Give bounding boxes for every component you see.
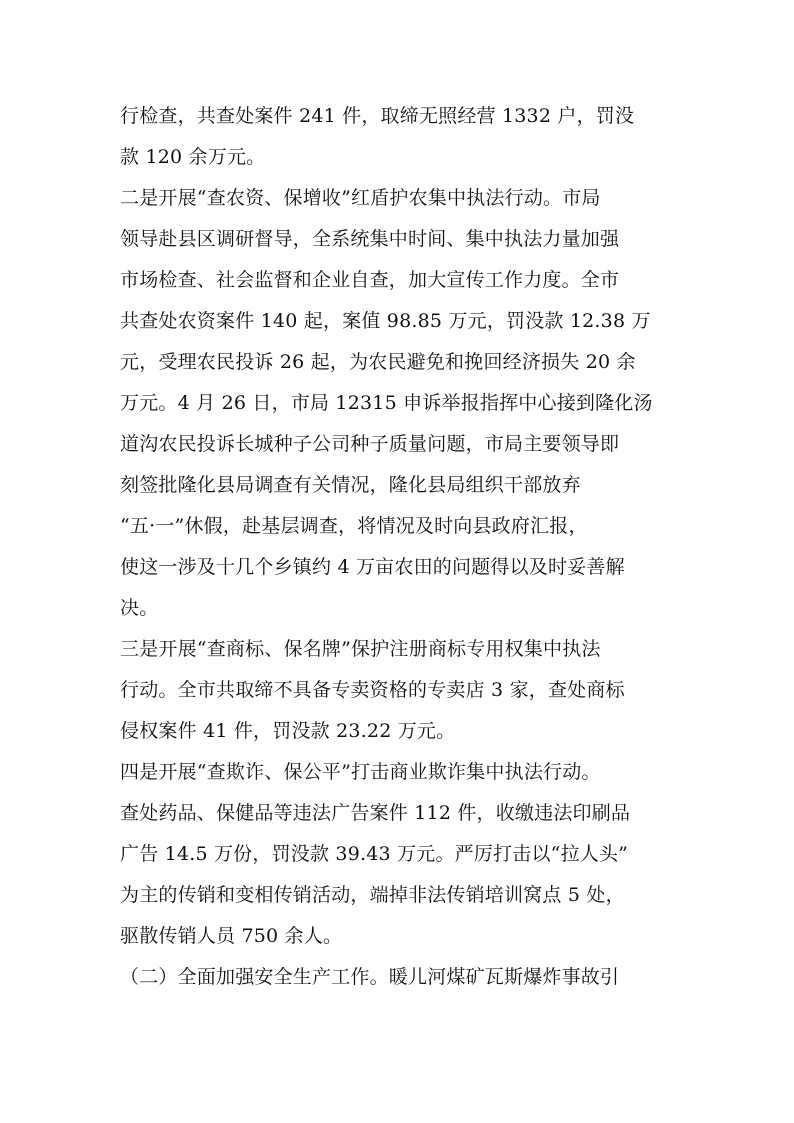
paragraph-start: 三是开展“查商标、保名牌”保护注册商标专用权集中执法: [120, 638, 601, 660]
text-line: 行动。全市共取缔不具备专卖资格的专卖店 3 家，查处商标: [120, 679, 625, 701]
text-line: 领导赴县区调研督导，全系统集中时间、集中执法力量加强: [120, 228, 620, 250]
text-line: 决。: [120, 597, 159, 619]
paragraph-start: 四是开展“查欺诈、保公平”打击商业欺诈集中执法行动。: [120, 761, 601, 783]
paragraph-start: 二是开展“查农资、保增收”红盾护农集中执法行动。市局: [120, 187, 601, 209]
text-line: 万元。4 月 26 日，市局 12315 申诉举报指挥中心接到隆化汤: [120, 392, 653, 414]
text-line: 款 120 余万元。: [120, 146, 266, 168]
text-line: 侵权案件 41 件，罚没款 23.22 万元。: [120, 720, 456, 742]
text-line: 查处药品、保健品等违法广告案件 112 件，收缴违法印刷品: [120, 802, 631, 824]
text-line: 驱散传销人员 750 余人。: [120, 925, 343, 947]
text-line: “五·一”休假，赴基层调查，将情况及时向县政府汇报，: [120, 515, 588, 537]
text-line: 道沟农民投诉长城种子公司种子质量问题，市局主要领导即: [120, 433, 620, 455]
section-heading: （二）全面加强安全生产工作。暖儿河煤矿瓦斯爆炸事故引: [120, 966, 620, 988]
text-line: 元，受理农民投诉 26 起，为农民避免和挽回经济损失 20 余: [120, 351, 636, 373]
text-line: 使这一涉及十几个乡镇约 4 万亩农田的问题得以及时妥善解: [120, 556, 625, 578]
text-line: 市场检查、社会监督和企业自查，加大宣传工作力度。全市: [120, 269, 620, 291]
text-line: 共查处农资案件 140 起，案值 98.85 万元，罚没款 12.38 万: [120, 310, 651, 332]
text-line: 刻签批隆化县局调查有关情况，隆化县局组织干部放弃: [120, 474, 581, 496]
text-line: 广告 14.5 万份，罚没款 39.43 万元。严厉打击以“拉人头”: [120, 843, 629, 865]
text-line: 行检查，共查处案件 241 件，取缔无照经营 1332 户，罚没: [120, 105, 635, 127]
text-line: 为主的传销和变相传销活动，端掉非法传销培训窝点 5 处，: [120, 884, 625, 906]
